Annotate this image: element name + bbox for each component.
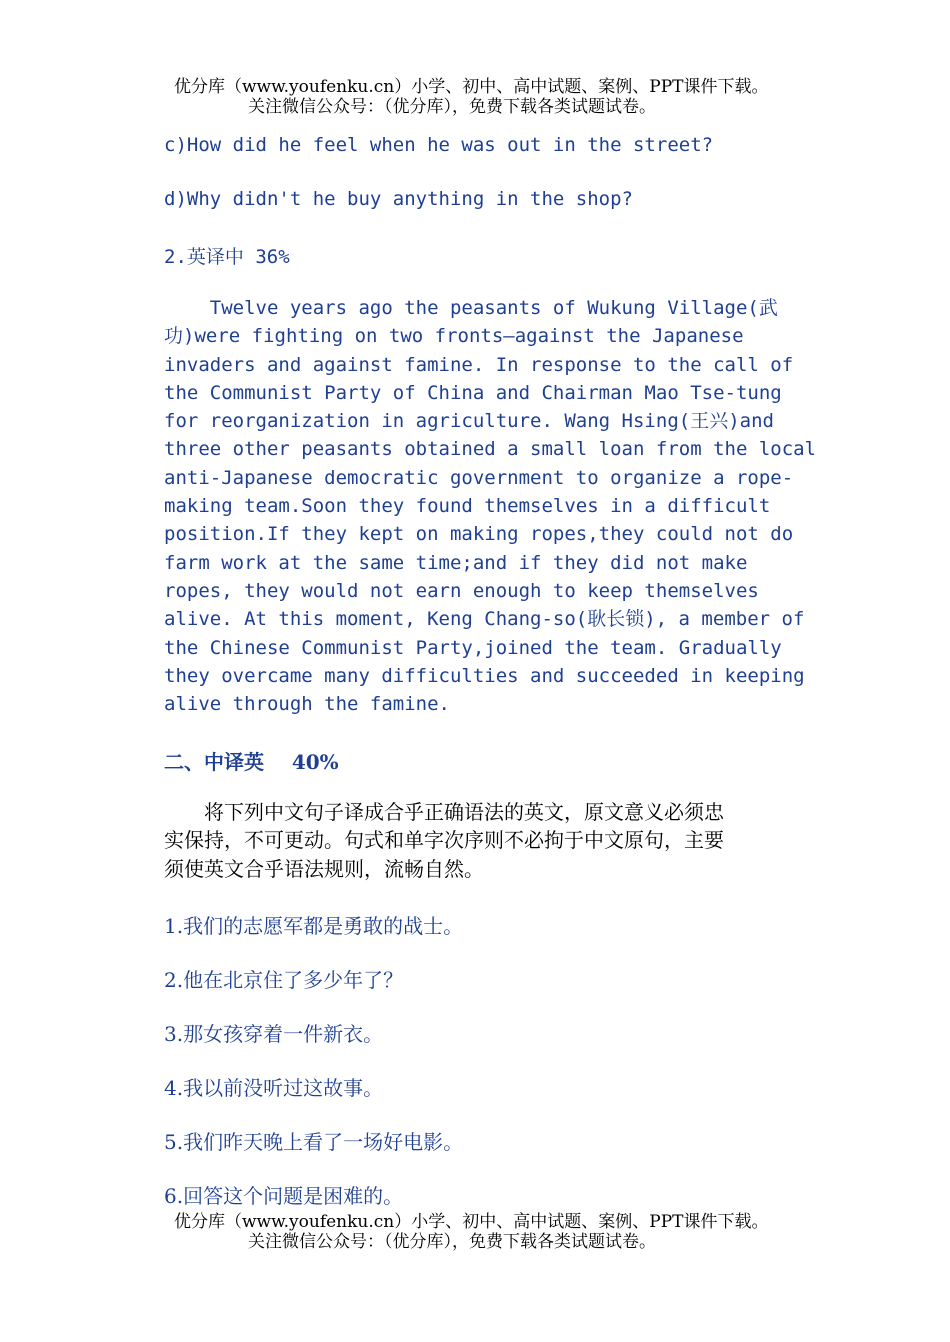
- passage-line: alive through the famine.: [164, 693, 450, 716]
- item-1: 1.我们的志愿军都是勇敢的战士。: [164, 914, 464, 938]
- passage-line: anti-Japanese democratic government to organize a rope-: [164, 466, 794, 489]
- passage-line: 功)were fighting on two fronts—against the Japanese: [164, 325, 744, 348]
- translation-passage: [164, 294, 817, 718]
- item-6: 6.回答这个问题是困难的。: [164, 1184, 404, 1208]
- passage-line: they overcame many difficulties and succeeded in keeping: [164, 664, 805, 687]
- passage-line: three other peasants obtained a small loan from the local: [164, 438, 817, 461]
- footer-line-2: 关注微信公众号：（优分库），免费下载各类试题试卷。: [248, 1232, 656, 1252]
- question-c: c)How did he feel when he was out in the street?: [164, 134, 714, 156]
- passage-line: Twelve years ago the peasants of Wukung Village(武: [164, 297, 778, 319]
- instruction-line: 实保持，不可更动。句式和单字次序则不必拘于中文原句，主要: [164, 828, 724, 853]
- header-line-1: 优分库（www.youfenku.cn）小学、初中、高中试题、案例、PPT课件下载。: [174, 77, 769, 97]
- item-4: 4.我以前没听过这故事。: [164, 1076, 384, 1100]
- passage-line: farm work at the same time;and if they did not make: [164, 551, 748, 574]
- item-5: 5.我们昨天晚上看了一场好电影。: [164, 1130, 464, 1154]
- item-3: 3.那女孩穿着一件新衣。: [164, 1022, 384, 1046]
- footer-line-1: 优分库（www.youfenku.cn）小学、初中、高中试题、案例、PPT课件下载。: [174, 1212, 769, 1232]
- passage-line: the Communist Party of China and Chairman Mao Tse-tung: [164, 381, 782, 404]
- section-title-chinese-to-english: 二、中译英 40%: [164, 750, 339, 774]
- item-2: 2.他在北京住了多少年了？: [164, 968, 404, 992]
- header-line-2: 关注微信公众号：（优分库），免费下载各类试题试卷。: [248, 97, 656, 117]
- passage-line: alive. At this moment, Keng Chang-so(耿长锁), a member of: [164, 608, 805, 631]
- section-title-english-to-chinese: 2.英译中 36%: [164, 246, 290, 268]
- passage-line: for reorganization in agriculture. Wang Hsing(王兴)and: [164, 410, 774, 433]
- passage-line: the Chinese Communist Party,joined the team. Gradually: [164, 636, 782, 659]
- passage-line: ropes, they would not earn enough to keep themselves: [164, 579, 759, 602]
- passage-line: invaders and against famine. In response to the call of: [164, 353, 794, 376]
- instructions: [164, 798, 804, 883]
- question-d: d)Why didn't he buy anything in the shop?: [164, 188, 633, 210]
- passage-line: position.If they kept on making ropes,they could not do: [164, 523, 794, 546]
- instruction-line: 须使英文合乎语法规则，流畅自然。: [164, 856, 484, 881]
- passage-line: making team.Soon they found themselves in a difficult: [164, 495, 771, 518]
- instruction-line: 将下列中文句子译成合乎正确语法的英文，原文意义必须忠: [164, 800, 724, 824]
